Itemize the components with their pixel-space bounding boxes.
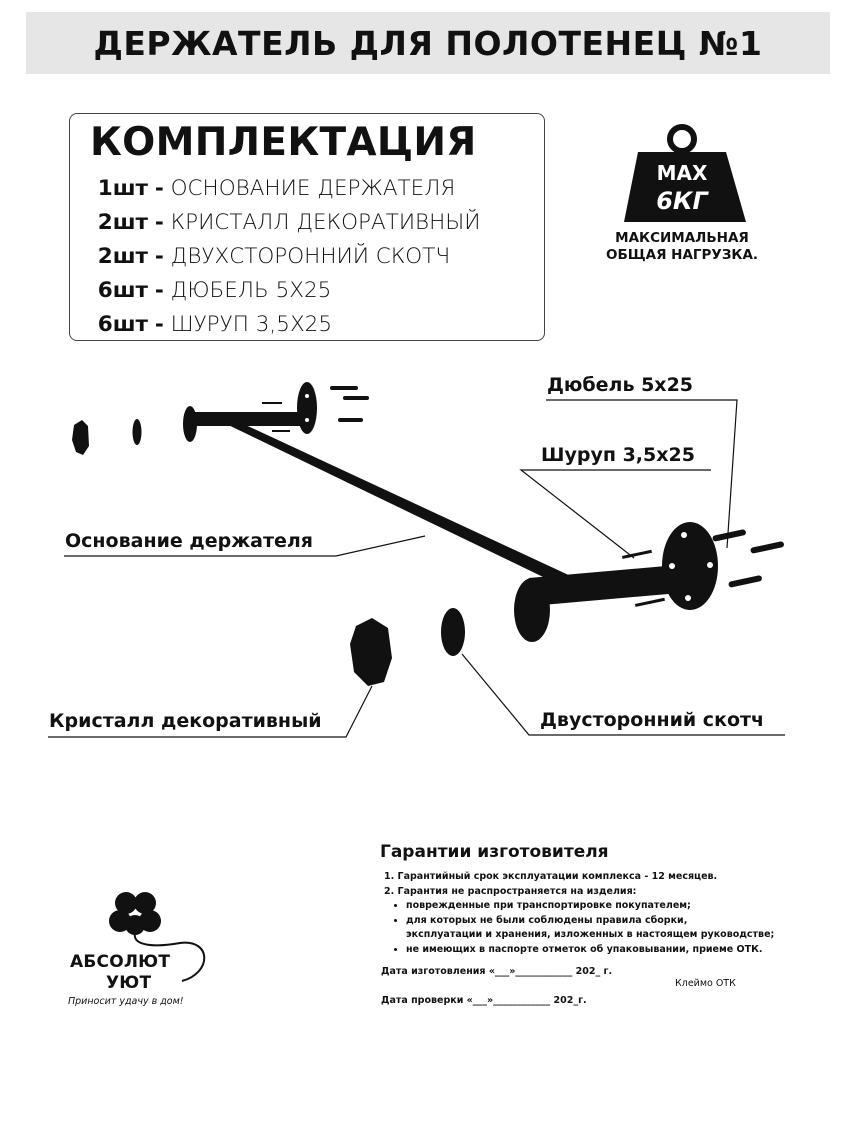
guarantee-bullet: • поврежденные при транспортировке покупателем; [406, 899, 820, 914]
date-checked: Дата проверки «___»____________ 202_г. [381, 995, 587, 1006]
guarantee-bullet: • для которых не были соблюдены правила сборки, [406, 914, 820, 929]
label-base: Основание держателя [65, 530, 313, 552]
kit-qty: 2шт [97, 244, 148, 269]
logo-line1: АБСОЛЮТ [70, 952, 171, 972]
guarantee-title: Гарантии изготовителя [380, 842, 609, 862]
kit-name: ДЮБЕЛЬ 5Х25 [170, 278, 332, 303]
kit-item: 2шт - КРИСТАЛЛ ДЕКОРАТИВНЫЙ [88, 206, 481, 240]
kit-title: КОМПЛЕКТАЦИЯ [90, 120, 477, 165]
title-bar [26, 12, 830, 74]
guarantee-section [380, 842, 820, 957]
guarantee-bullets [380, 899, 820, 957]
label-screw: Шуруп 3,5х25 [541, 444, 695, 466]
kit-item: 2шт - ДВУХСТОРОННИЙ СКОТЧ [88, 240, 481, 274]
kit-name: ОСНОВАНИЕ ДЕРЖАТЕЛЯ [170, 176, 456, 201]
label-tape: Двусторонний скотч [540, 709, 765, 731]
guarantee-item-1: 1. Гарантийный срок эксплуатации комплекса - 12 месяцев. [384, 871, 718, 882]
tape-left-icon [133, 419, 142, 445]
kit-item: 6шт - ДЮБЕЛЬ 5Х25 [88, 274, 481, 308]
logo-line2: УЮТ [106, 973, 152, 993]
kit-box [69, 113, 545, 341]
page-title: ДЕРЖАТЕЛЬ ДЛЯ ПОЛОТЕНЕЦ №1 [93, 23, 763, 63]
logo-slogan: Приносит удачу в дом! [68, 996, 184, 1007]
kit-item: 1шт - ОСНОВАНИЕ ДЕРЖАТЕЛЯ [88, 172, 481, 206]
kit-name: ШУРУП 3,5Х25 [170, 312, 333, 337]
kit-list [88, 172, 481, 342]
base-plate-left-icon [297, 382, 317, 434]
weight-value: 6КГ [656, 187, 708, 215]
end-cap-right-icon [514, 578, 550, 642]
guarantee-item-2: 2. Гарантия не распространяется на изделия: [384, 885, 637, 897]
assembly-diagram [0, 360, 855, 760]
label-crystal: Кристалл декоративный [49, 710, 322, 732]
date-made: Дата изготовления «___»____________ 202_ г. [381, 966, 613, 977]
kit-qty: 2шт [97, 210, 148, 235]
guarantee-bullet: • не имеющих в паспорте отметок об упаковывании, приеме ОТК. [406, 943, 820, 958]
label-dowel: Дюбель 5х25 [547, 374, 694, 396]
rod-icon [218, 414, 575, 590]
weight-caption-line2: ОБЩАЯ НАГРУЗКА. [605, 247, 759, 263]
crystal-left-icon [72, 420, 89, 455]
weight-caption-line1: МАКСИМАЛЬНАЯ [615, 230, 749, 246]
guarantee-bullet-cont: эксплуатации и хранения, изложенных в настоящем руководстве; [406, 929, 775, 940]
kit-qty: 6шт [97, 312, 148, 337]
kit-name: КРИСТАЛЛ ДЕКОРАТИВНЫЙ [170, 210, 481, 235]
kit-item: 6шт - ШУРУП 3,5Х25 [88, 308, 481, 342]
kit-qty: 6шт [97, 278, 148, 303]
kit-name: ДВУХСТОРОННИЙ СКОТЧ [170, 244, 451, 269]
stamp-label: Клеймо ОТК [675, 978, 736, 989]
kit-qty: 1шт [97, 176, 148, 201]
tape-icon [441, 608, 465, 656]
weight-caption [582, 230, 782, 264]
weight-max-label: MAX [656, 161, 708, 185]
crystal-icon [350, 618, 392, 686]
